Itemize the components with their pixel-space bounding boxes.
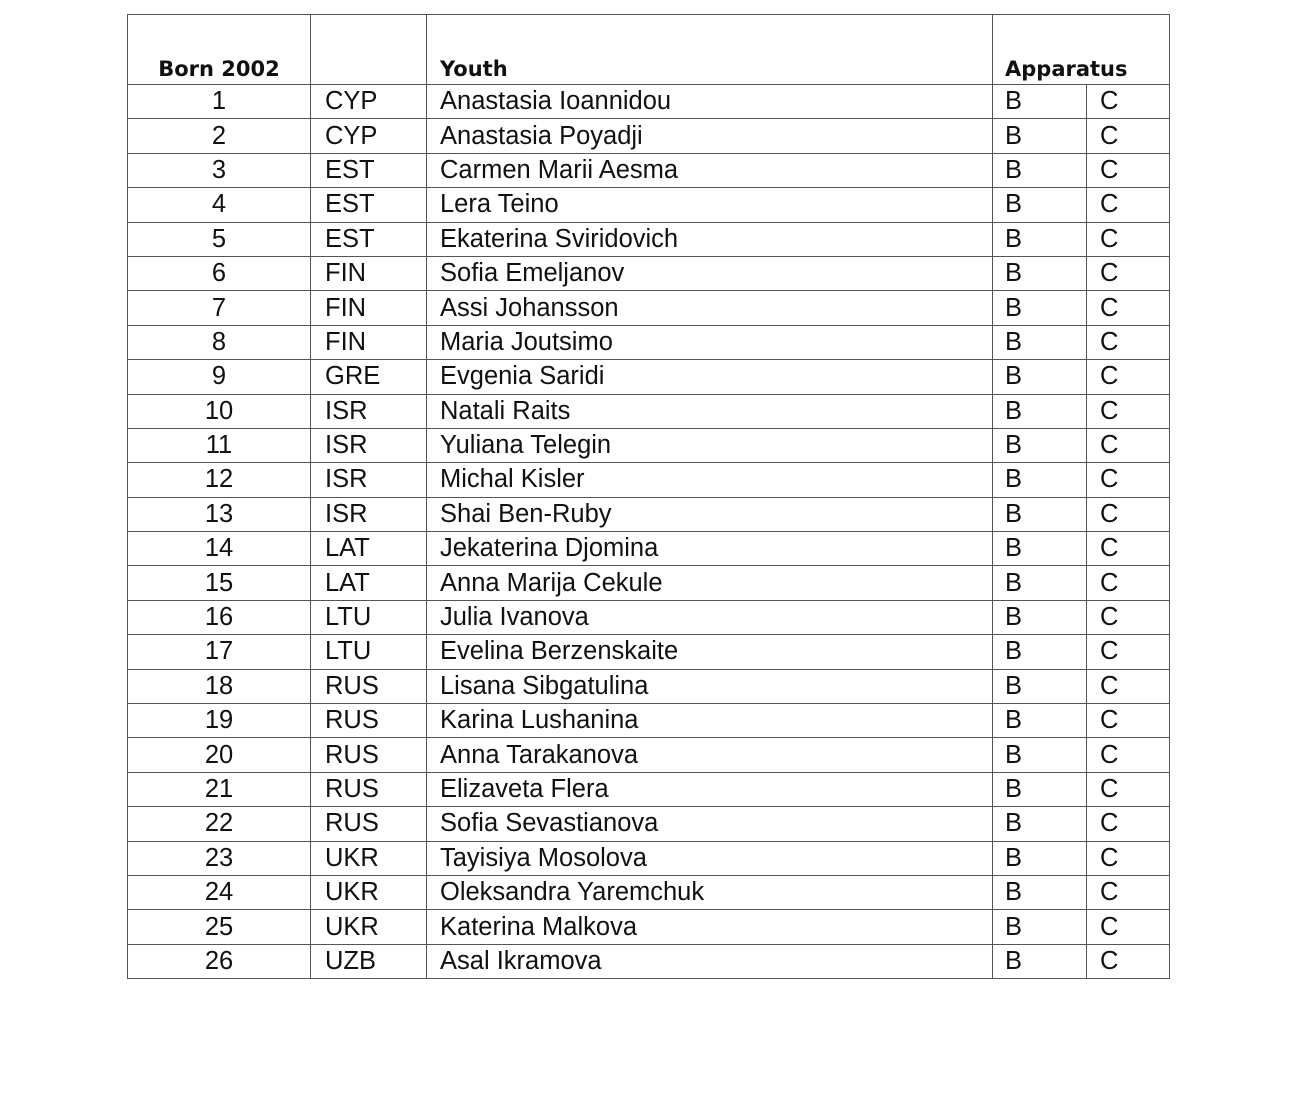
table-row bbox=[128, 841, 1170, 875]
row-apparatus-c: C bbox=[1087, 807, 1170, 841]
row-country: CYP bbox=[311, 119, 427, 153]
row-country: RUS bbox=[311, 807, 427, 841]
table-row bbox=[128, 807, 1170, 841]
row-apparatus-c: C bbox=[1087, 600, 1170, 634]
row-apparatus-c: C bbox=[1087, 222, 1170, 256]
row-name: Evelina Berzenskaite bbox=[427, 635, 993, 669]
table-row bbox=[128, 85, 1170, 119]
table-row bbox=[128, 600, 1170, 634]
table-row bbox=[128, 566, 1170, 600]
row-country: LTU bbox=[311, 600, 427, 634]
row-country: FIN bbox=[311, 325, 427, 359]
row-name: Jekaterina Djomina bbox=[427, 532, 993, 566]
row-number: 26 bbox=[128, 944, 311, 978]
table-row bbox=[128, 394, 1170, 428]
row-name: Maria Joutsimo bbox=[427, 325, 993, 359]
row-number: 18 bbox=[128, 669, 311, 703]
row-name: Anastasia Poyadji bbox=[427, 119, 993, 153]
row-name: Yuliana Telegin bbox=[427, 428, 993, 462]
row-country: UKR bbox=[311, 875, 427, 909]
row-apparatus-b: B bbox=[993, 463, 1087, 497]
row-apparatus-c: C bbox=[1087, 360, 1170, 394]
row-apparatus-b: B bbox=[993, 566, 1087, 600]
row-country: FIN bbox=[311, 256, 427, 290]
header-country bbox=[311, 15, 427, 85]
row-apparatus-b: B bbox=[993, 85, 1087, 119]
row-apparatus-b: B bbox=[993, 944, 1087, 978]
row-apparatus-c: C bbox=[1087, 256, 1170, 290]
table-row bbox=[128, 360, 1170, 394]
row-apparatus-b: B bbox=[993, 875, 1087, 909]
row-name: Katerina Malkova bbox=[427, 910, 993, 944]
row-apparatus-c: C bbox=[1087, 497, 1170, 531]
row-apparatus-b: B bbox=[993, 635, 1087, 669]
row-name: Anna Tarakanova bbox=[427, 738, 993, 772]
row-apparatus-b: B bbox=[993, 807, 1087, 841]
row-apparatus-c: C bbox=[1087, 153, 1170, 187]
row-apparatus-c: C bbox=[1087, 910, 1170, 944]
row-country: CYP bbox=[311, 85, 427, 119]
row-country: ISR bbox=[311, 394, 427, 428]
table-row bbox=[128, 875, 1170, 909]
table-row bbox=[128, 704, 1170, 738]
table-row bbox=[128, 428, 1170, 462]
row-name: Anastasia Ioannidou bbox=[427, 85, 993, 119]
row-apparatus-b: B bbox=[993, 222, 1087, 256]
row-apparatus-b: B bbox=[993, 153, 1087, 187]
gymnasts-table bbox=[127, 14, 1170, 979]
row-apparatus-c: C bbox=[1087, 875, 1170, 909]
row-apparatus-c: C bbox=[1087, 119, 1170, 153]
row-number: 4 bbox=[128, 188, 311, 222]
table-row bbox=[128, 153, 1170, 187]
row-apparatus-c: C bbox=[1087, 738, 1170, 772]
row-number: 19 bbox=[128, 704, 311, 738]
row-number: 8 bbox=[128, 325, 311, 359]
row-country: RUS bbox=[311, 738, 427, 772]
row-apparatus-b: B bbox=[993, 532, 1087, 566]
row-country: LAT bbox=[311, 566, 427, 600]
row-number: 1 bbox=[128, 85, 311, 119]
row-name: Oleksandra Yaremchuk bbox=[427, 875, 993, 909]
row-number: 5 bbox=[128, 222, 311, 256]
table-row bbox=[128, 772, 1170, 806]
table-row bbox=[128, 910, 1170, 944]
row-apparatus-c: C bbox=[1087, 704, 1170, 738]
row-apparatus-b: B bbox=[993, 772, 1087, 806]
row-apparatus-c: C bbox=[1087, 532, 1170, 566]
row-apparatus-c: C bbox=[1087, 463, 1170, 497]
row-apparatus-b: B bbox=[993, 910, 1087, 944]
row-apparatus-c: C bbox=[1087, 85, 1170, 119]
row-number: 23 bbox=[128, 841, 311, 875]
row-name: Lisana Sibgatulina bbox=[427, 669, 993, 703]
row-apparatus-b: B bbox=[993, 188, 1087, 222]
row-apparatus-b: B bbox=[993, 738, 1087, 772]
row-name: Sofia Sevastianova bbox=[427, 807, 993, 841]
row-country: FIN bbox=[311, 291, 427, 325]
row-country: EST bbox=[311, 188, 427, 222]
row-country: LAT bbox=[311, 532, 427, 566]
row-apparatus-c: C bbox=[1087, 325, 1170, 359]
row-country: RUS bbox=[311, 772, 427, 806]
table-row bbox=[128, 497, 1170, 531]
row-number: 24 bbox=[128, 875, 311, 909]
row-apparatus-c: C bbox=[1087, 841, 1170, 875]
row-apparatus-b: B bbox=[993, 669, 1087, 703]
row-apparatus-c: C bbox=[1087, 188, 1170, 222]
row-apparatus-c: C bbox=[1087, 635, 1170, 669]
table-row bbox=[128, 119, 1170, 153]
row-country: LTU bbox=[311, 635, 427, 669]
header-youth: Youth bbox=[427, 15, 993, 85]
header-born-2002: Born 2002 bbox=[128, 15, 311, 85]
table-row bbox=[128, 291, 1170, 325]
row-number: 13 bbox=[128, 497, 311, 531]
header-row bbox=[128, 15, 1170, 85]
row-apparatus-b: B bbox=[993, 119, 1087, 153]
row-number: 6 bbox=[128, 256, 311, 290]
row-name: Natali Raits bbox=[427, 394, 993, 428]
table-row bbox=[128, 222, 1170, 256]
row-apparatus-c: C bbox=[1087, 428, 1170, 462]
row-apparatus-b: B bbox=[993, 704, 1087, 738]
row-apparatus-b: B bbox=[993, 325, 1087, 359]
row-number: 2 bbox=[128, 119, 311, 153]
row-name: Assi Johansson bbox=[427, 291, 993, 325]
row-apparatus-c: C bbox=[1087, 566, 1170, 600]
row-number: 11 bbox=[128, 428, 311, 462]
row-apparatus-b: B bbox=[993, 600, 1087, 634]
row-number: 22 bbox=[128, 807, 311, 841]
row-country: EST bbox=[311, 153, 427, 187]
row-name: Anna Marija Cekule bbox=[427, 566, 993, 600]
row-apparatus-c: C bbox=[1087, 394, 1170, 428]
row-number: 15 bbox=[128, 566, 311, 600]
row-name: Carmen Marii Aesma bbox=[427, 153, 993, 187]
table-row bbox=[128, 256, 1170, 290]
row-apparatus-b: B bbox=[993, 394, 1087, 428]
row-apparatus-b: B bbox=[993, 497, 1087, 531]
row-country: UZB bbox=[311, 944, 427, 978]
row-number: 10 bbox=[128, 394, 311, 428]
row-name: Michal Kisler bbox=[427, 463, 993, 497]
row-country: UKR bbox=[311, 841, 427, 875]
row-country: RUS bbox=[311, 669, 427, 703]
table-body bbox=[128, 85, 1170, 979]
row-name: Asal Ikramova bbox=[427, 944, 993, 978]
row-country: UKR bbox=[311, 910, 427, 944]
row-name: Lera Teino bbox=[427, 188, 993, 222]
row-name: Elizaveta Flera bbox=[427, 772, 993, 806]
row-apparatus-c: C bbox=[1087, 772, 1170, 806]
row-number: 14 bbox=[128, 532, 311, 566]
row-number: 20 bbox=[128, 738, 311, 772]
row-apparatus-c: C bbox=[1087, 291, 1170, 325]
row-name: Evgenia Saridi bbox=[427, 360, 993, 394]
row-number: 7 bbox=[128, 291, 311, 325]
row-country: RUS bbox=[311, 704, 427, 738]
row-apparatus-b: B bbox=[993, 841, 1087, 875]
row-country: ISR bbox=[311, 428, 427, 462]
row-number: 12 bbox=[128, 463, 311, 497]
row-number: 3 bbox=[128, 153, 311, 187]
row-name: Ekaterina Sviridovich bbox=[427, 222, 993, 256]
row-apparatus-b: B bbox=[993, 256, 1087, 290]
row-number: 17 bbox=[128, 635, 311, 669]
table-row bbox=[128, 325, 1170, 359]
table-row bbox=[128, 188, 1170, 222]
table-row bbox=[128, 669, 1170, 703]
row-apparatus-c: C bbox=[1087, 669, 1170, 703]
row-apparatus-b: B bbox=[993, 428, 1087, 462]
table-row bbox=[128, 738, 1170, 772]
row-name: Karina Lushanina bbox=[427, 704, 993, 738]
row-name: Sofia Emeljanov bbox=[427, 256, 993, 290]
row-country: GRE bbox=[311, 360, 427, 394]
header-apparatus: Apparatus bbox=[993, 15, 1170, 85]
row-number: 21 bbox=[128, 772, 311, 806]
row-country: ISR bbox=[311, 463, 427, 497]
row-name: Tayisiya Mosolova bbox=[427, 841, 993, 875]
row-name: Shai Ben-Ruby bbox=[427, 497, 993, 531]
row-number: 16 bbox=[128, 600, 311, 634]
table-row bbox=[128, 463, 1170, 497]
row-name: Julia Ivanova bbox=[427, 600, 993, 634]
row-country: ISR bbox=[311, 497, 427, 531]
table-row bbox=[128, 532, 1170, 566]
row-number: 9 bbox=[128, 360, 311, 394]
table-row bbox=[128, 944, 1170, 978]
row-apparatus-b: B bbox=[993, 360, 1087, 394]
row-number: 25 bbox=[128, 910, 311, 944]
table-row bbox=[128, 635, 1170, 669]
row-apparatus-c: C bbox=[1087, 944, 1170, 978]
row-apparatus-b: B bbox=[993, 291, 1087, 325]
row-country: EST bbox=[311, 222, 427, 256]
